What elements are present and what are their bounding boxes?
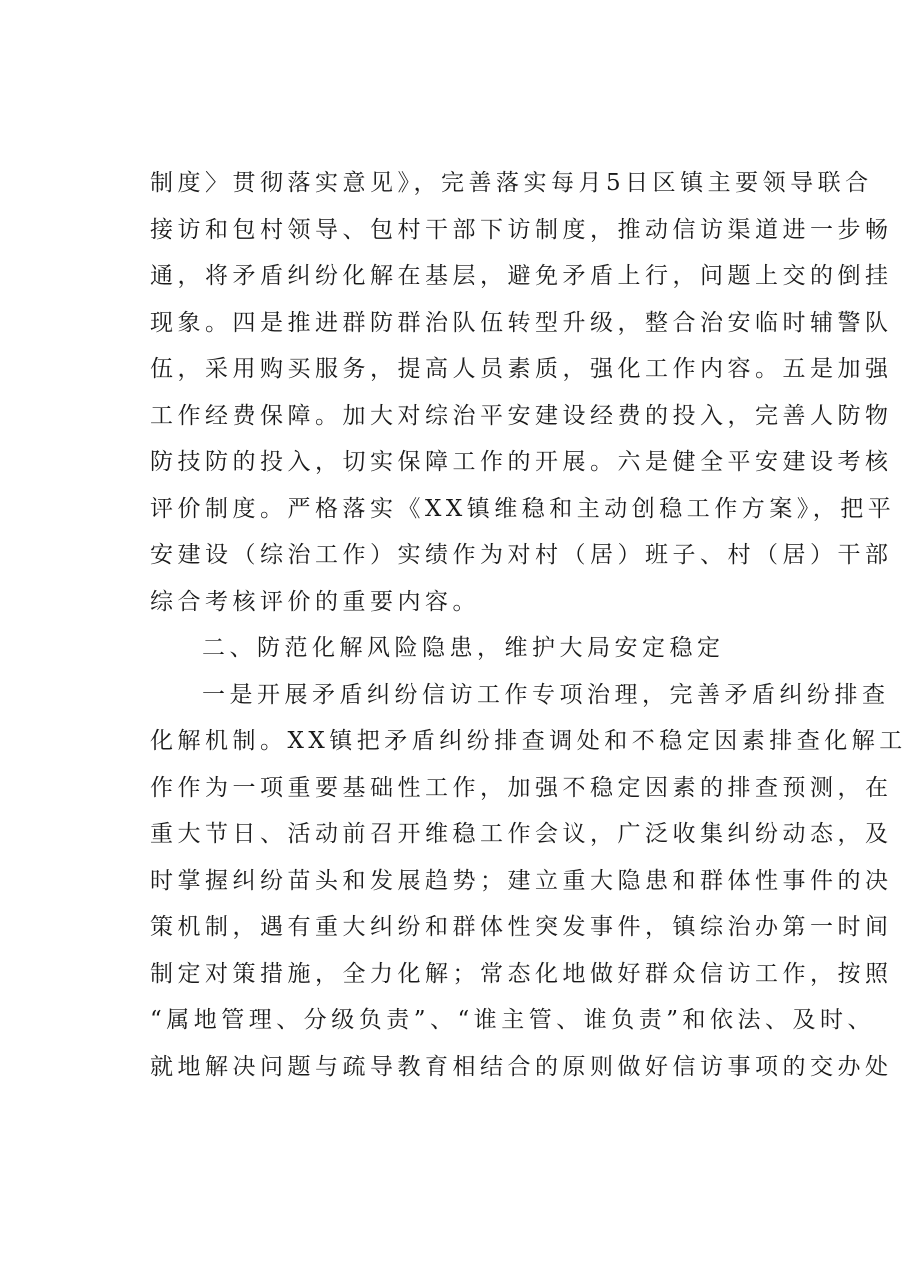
text-line: 化解机制。XX镇把矛盾纠纷排查调处和不稳定因素排查化解工 (150, 728, 907, 754)
text-line: 伍，采用购买服务，提高人员素质，强化工作内容。五是加强 (150, 356, 893, 382)
text-line: 工作经费保障。加大对综治平安建设经费的投入，完善人防物 (150, 402, 893, 429)
text-line: 现象。四是推进群防群治队伍转型升级，整合治安临时辅警队 (150, 309, 893, 336)
text-line: 时掌握纠纷苗头和发展趋势；建立重大隐患和群体性事件的决 (150, 867, 893, 894)
text-line: 作作为一项重要基础性工作，加强不稳定因素的排查预测，在 (150, 774, 893, 801)
text-line: 接访和包村领导、包村干部下访制度，推动信访渠道进一步畅 (150, 216, 893, 243)
text-line: 综合考核评价的重要内容。 (150, 588, 480, 615)
text-line: 策机制，遇有重大纠纷和群体性突发事件，镇综治办第一时间 (150, 914, 893, 940)
text-line: 防技防的投入，切实保障工作的开展。六是健全平安建设考核 (150, 449, 893, 475)
document-body (150, 160, 907, 1090)
text-line: “属地管理、分级负责”、“谁主管、谁负责”和依法、及时、 (150, 1007, 876, 1033)
text-line: 制定对策措施，全力化解；常态化地做好群众信访工作，按照 (150, 960, 893, 987)
text-line: 制度〉贯彻落实意见》，完善落实每月5日区镇主要领导联合 (150, 170, 873, 196)
paragraph-first-line: 一是开展矛盾纠纷信访工作专项治理，完善矛盾纠纷排查 (202, 681, 890, 708)
text-line: 通，将矛盾纠纷化解在基层，避免矛盾上行，问题上交的倒挂 (150, 263, 893, 289)
text-line: 重大节日、活动前召开维稳工作会议，广泛收集纠纷动态，及 (150, 821, 893, 847)
text-line: 评价制度。严格落实《XX镇维稳和主动创稳工作方案》，把平 (150, 495, 896, 522)
text-line: 安建设（综治工作）实绩作为对村（居）班子、村（居）干部 (150, 542, 893, 568)
text-line: 就地解决问题与疏导教育相结合的原则做好信访事项的交办处 (150, 1053, 893, 1080)
section-heading: 二、防范化解风险隐患，维护大局安定稳定 (202, 635, 725, 661)
